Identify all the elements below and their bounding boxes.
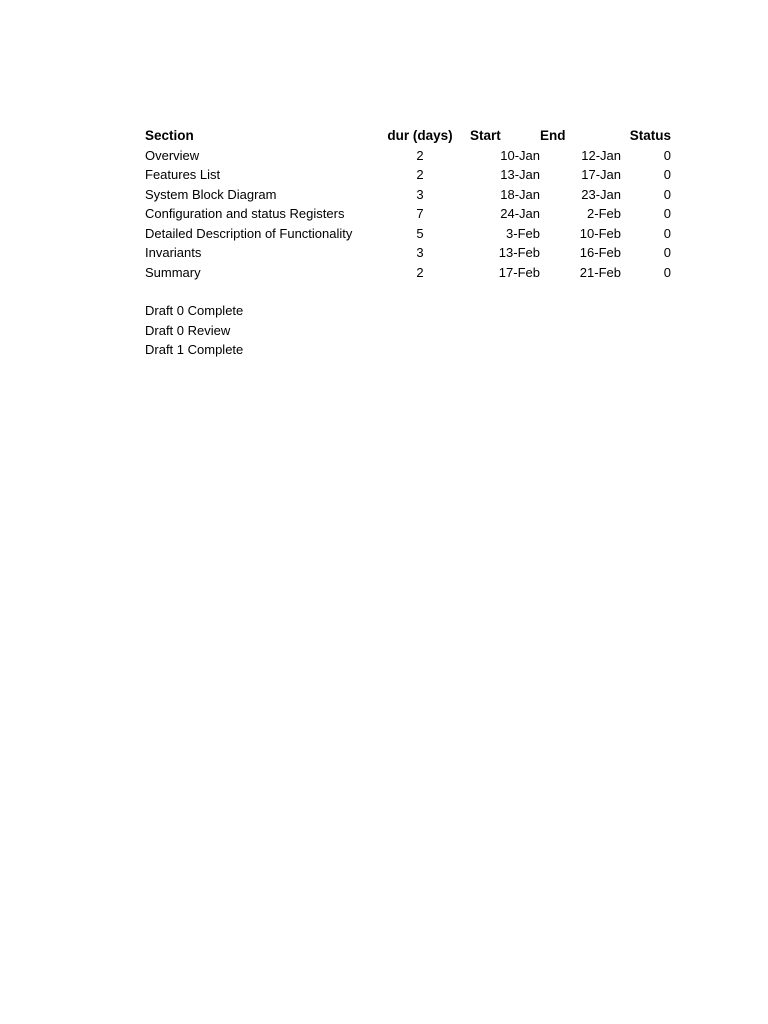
cell-status: 0 <box>663 186 671 202</box>
cell-duration: 3 <box>416 245 424 260</box>
header-row <box>145 126 671 146</box>
cell-duration: 7 <box>416 206 424 221</box>
cell-section: Detailed Description of Functionality <box>145 225 353 241</box>
cell-end: 21-Feb <box>579 264 621 280</box>
cell-end: 10-Feb <box>579 225 621 241</box>
table-row <box>145 185 671 205</box>
cell-status: 0 <box>663 245 671 260</box>
cell-section: Summary <box>145 264 201 280</box>
cell-end: 12-Jan <box>581 147 621 163</box>
header-end: End <box>540 128 566 143</box>
table-row <box>145 146 671 166</box>
header-start: Start <box>470 128 501 143</box>
cell-status: 0 <box>663 147 671 163</box>
cell-status: 0 <box>663 225 671 241</box>
list-item: Draft 0 Review <box>145 322 231 338</box>
cell-end: 2-Feb <box>587 206 621 221</box>
cell-duration: 2 <box>416 147 424 163</box>
cell-duration: 2 <box>416 167 424 182</box>
table-row <box>145 165 671 185</box>
cell-duration: 3 <box>416 186 424 202</box>
cell-section: System Block Diagram <box>145 186 277 202</box>
cell-start: 10-Jan <box>500 147 540 163</box>
spreadsheet-page <box>145 126 675 373</box>
cell-end: 17-Jan <box>581 167 621 182</box>
cell-end: 23-Jan <box>581 186 621 202</box>
header-status: Status <box>629 128 671 143</box>
cell-start: 24-Jan <box>500 206 540 221</box>
cell-status: 0 <box>663 206 671 221</box>
cell-start: 3-Feb <box>506 225 540 241</box>
table-row <box>145 204 671 224</box>
cell-duration: 2 <box>416 264 424 280</box>
cell-status: 0 <box>663 167 671 182</box>
table-row <box>145 263 671 283</box>
cell-start: 17-Feb <box>498 264 540 280</box>
cell-status: 0 <box>663 264 671 280</box>
cell-duration: 5 <box>416 225 424 241</box>
schedule-table <box>145 126 671 282</box>
cell-section: Features List <box>145 167 221 182</box>
cell-end: 16-Feb <box>579 245 621 260</box>
cell-start: 13-Jan <box>500 167 540 182</box>
cell-section: Invariants <box>145 245 202 260</box>
header-duration: dur (days) <box>387 128 453 143</box>
milestone-list <box>145 301 675 360</box>
header-section: Section <box>145 128 194 143</box>
cell-start: 13-Feb <box>498 245 540 260</box>
table-row <box>145 224 671 244</box>
cell-start: 18-Jan <box>500 186 540 202</box>
cell-section: Configuration and status Registers <box>145 206 345 221</box>
table-row <box>145 243 671 263</box>
list-item: Draft 1 Complete <box>145 342 244 357</box>
list-item: Draft 0 Complete <box>145 303 244 318</box>
cell-section: Overview <box>145 147 200 163</box>
